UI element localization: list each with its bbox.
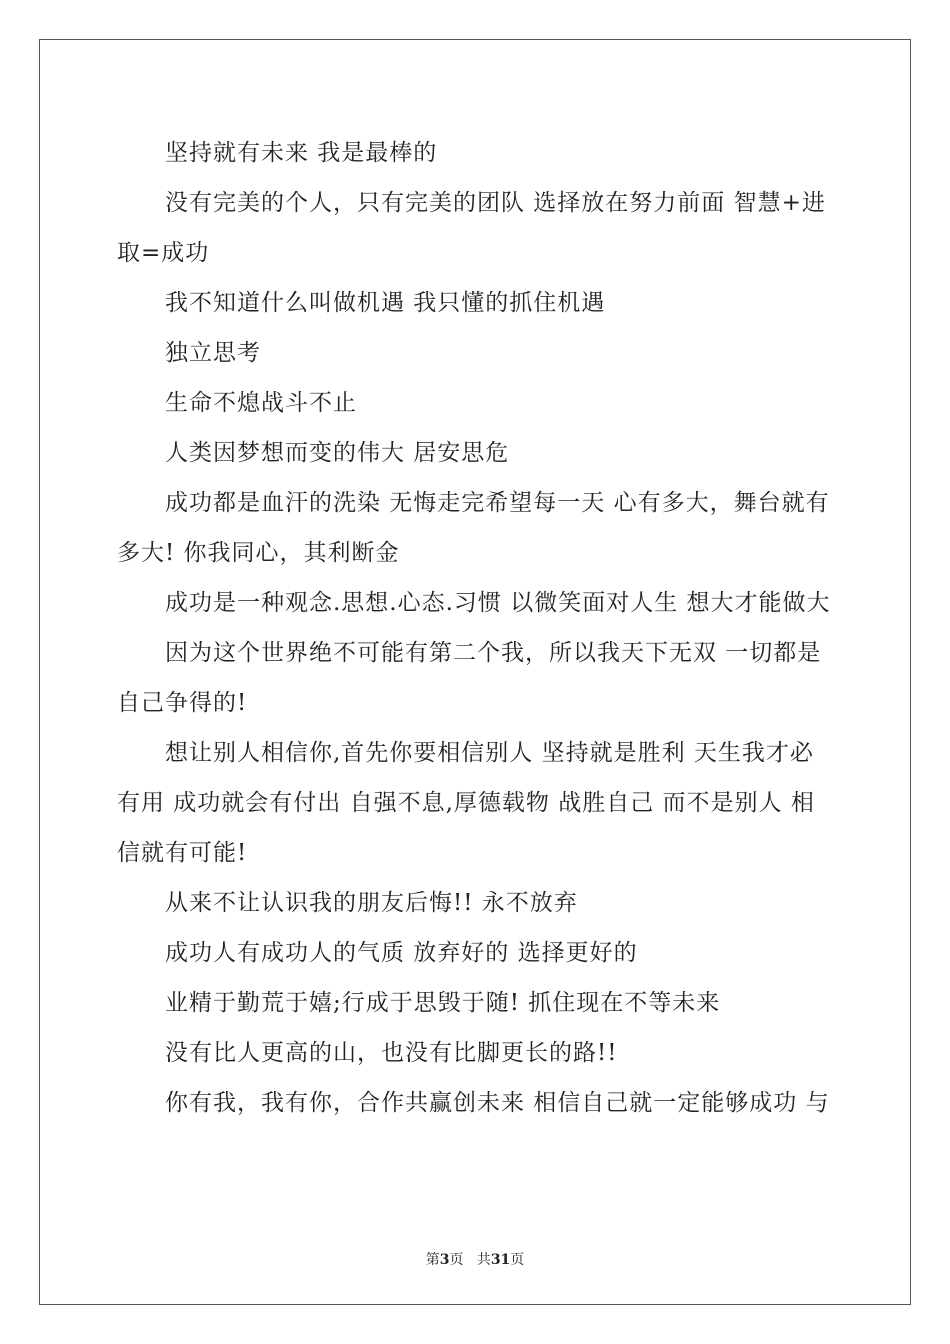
total-suffix: 页 — [510, 1252, 525, 1268]
paragraph: 成功人有成功人的气质 放弃好的 选择更好的 — [165, 940, 638, 966]
total-pages: 31 — [490, 1252, 511, 1268]
page-footer — [0, 1250, 950, 1270]
paragraph: 想让别人相信你,首先你要相信别人 坚持就是胜利 天生我才必有用 成功就会有付出 自强不息,厚德载物 战胜自己 而不是别人 相信就有可能! — [117, 740, 815, 866]
document-body — [117, 128, 837, 1128]
page-prefix: 第 — [425, 1252, 440, 1268]
paragraph: 独立思考 — [165, 340, 261, 366]
paragraph: 从来不让认识我的朋友后悔!! 永不放弃 — [165, 890, 578, 916]
paragraph: 业精于勤荒于嬉;行成于思毁于随! 抓住现在不等未来 — [165, 990, 721, 1016]
page-suffix: 页 — [449, 1252, 464, 1268]
paragraph: 人类因梦想而变的伟大 居安思危 — [165, 440, 510, 466]
paragraph: 我不知道什么叫做机遇 我只懂的抓住机遇 — [165, 290, 606, 316]
paragraph: 成功是一种观念.思想.心态.习惯 以微笑面对人生 想大才能做大 — [165, 590, 831, 616]
paragraph: 生命不熄战斗不止 — [165, 390, 357, 416]
paragraph: 没有完美的个人，只有完美的团队 选择放在努力前面 智慧+进取=成功 — [117, 190, 826, 266]
paragraph: 坚持就有未来 我是最棒的 — [165, 140, 438, 166]
paragraph: 因为这个世界绝不可能有第二个我，所以我天下无双 一切都是自己争得的! — [117, 640, 822, 716]
total-prefix: 共 — [476, 1252, 491, 1268]
page-number: 3 — [439, 1252, 450, 1268]
paragraph: 你有我，我有你，合作共赢创未来 相信自己就一定能够成功 与 — [165, 1090, 830, 1116]
paragraph: 成功都是血汗的洗染 无悔走完希望每一天 心有多大，舞台就有多大! 你我同心，其利断金 — [117, 490, 830, 566]
paragraph: 没有比人更高的山，也没有比脚更长的路!! — [165, 1040, 618, 1066]
